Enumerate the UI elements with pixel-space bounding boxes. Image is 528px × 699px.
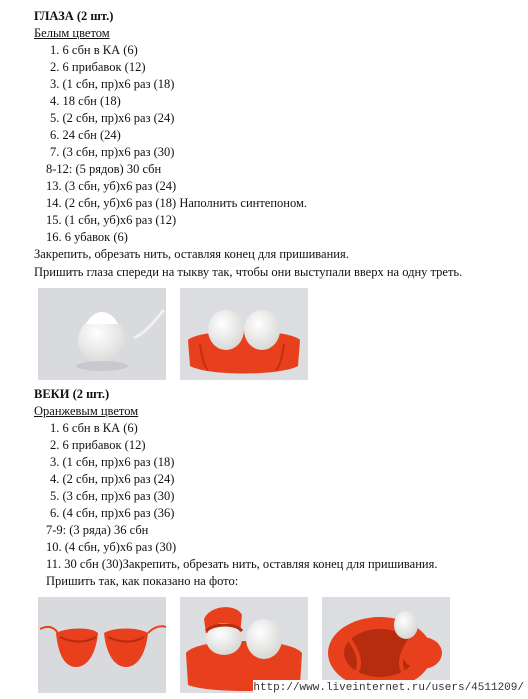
lids-section-title: ВЕКИ (2 шт.): [34, 387, 110, 401]
lids-note: Пришить так, как показано на фото:: [46, 574, 239, 588]
list-item: 4. 18 сбн (18): [50, 94, 121, 108]
list-item: 7. (3 сбн, пр)х6 раз (30): [50, 145, 175, 159]
list-item: 5. (2 сбн, пр)х6 раз (24): [50, 111, 175, 125]
list-item: 1. 6 сбн в КА (6): [50, 43, 138, 57]
list-item: 6. (4 сбн, пр)х6 раз (36): [50, 506, 175, 520]
lids-color-note: Оранжевым цветом: [34, 404, 139, 418]
watermark-url: http://www.liveinternet.ru/users/4511209/: [253, 680, 524, 697]
list-item: 11. 30 сбн (30)Закрепить, обрезать нить, оставляя конец для пришивания.: [46, 557, 438, 571]
list-item: 1. 6 сбн в КА (6): [50, 421, 138, 435]
photo-eyes-on-pumpkin: [180, 288, 308, 380]
list-item: 8-12: (5 рядов) 30 сбн: [46, 162, 162, 176]
photo-lids-on-eyes: [180, 597, 308, 693]
list-item: 15. (1 сбн, уб)х6 раз (12): [46, 213, 177, 227]
photo-white-eye: [38, 288, 166, 380]
eyes-note: Пришить глаза спереди на тыкву так, чтобы они выступали вверх на одну треть.: [34, 265, 463, 279]
list-item: 14. (2 сбн, уб)х6 раз (18) Наполнить синтепоном.: [46, 196, 308, 210]
list-item: 3. (1 сбн, пр)х6 раз (18): [50, 455, 175, 469]
photo-pumpkin-inside: [322, 597, 450, 693]
list-item: 16. 6 убавок (6): [46, 230, 128, 244]
list-item: 10. (4 сбн, уб)х6 раз (30): [46, 540, 177, 554]
list-item: 3. (1 сбн, пр)х6 раз (18): [50, 77, 175, 91]
list-item: 2. 6 прибавок (12): [50, 438, 146, 452]
eyes-color-note: Белым цветом: [34, 26, 110, 40]
list-item: 7-9: (3 ряда) 36 сбн: [46, 523, 149, 537]
list-item: 6. 24 сбн (24): [50, 128, 121, 142]
list-item: 4. (2 сбн, пр)х6 раз (24): [50, 472, 175, 486]
list-item: 5. (3 сбн, пр)х6 раз (30): [50, 489, 175, 503]
list-item: 13. (3 сбн, уб)х6 раз (24): [46, 179, 177, 193]
eyes-note: Закрепить, обрезать нить, оставляя конец для пришивания.: [34, 247, 349, 261]
list-item: 2. 6 прибавок (12): [50, 60, 146, 74]
photo-orange-lids: [38, 597, 166, 693]
eyes-section-title: ГЛАЗА (2 шт.): [34, 9, 114, 23]
